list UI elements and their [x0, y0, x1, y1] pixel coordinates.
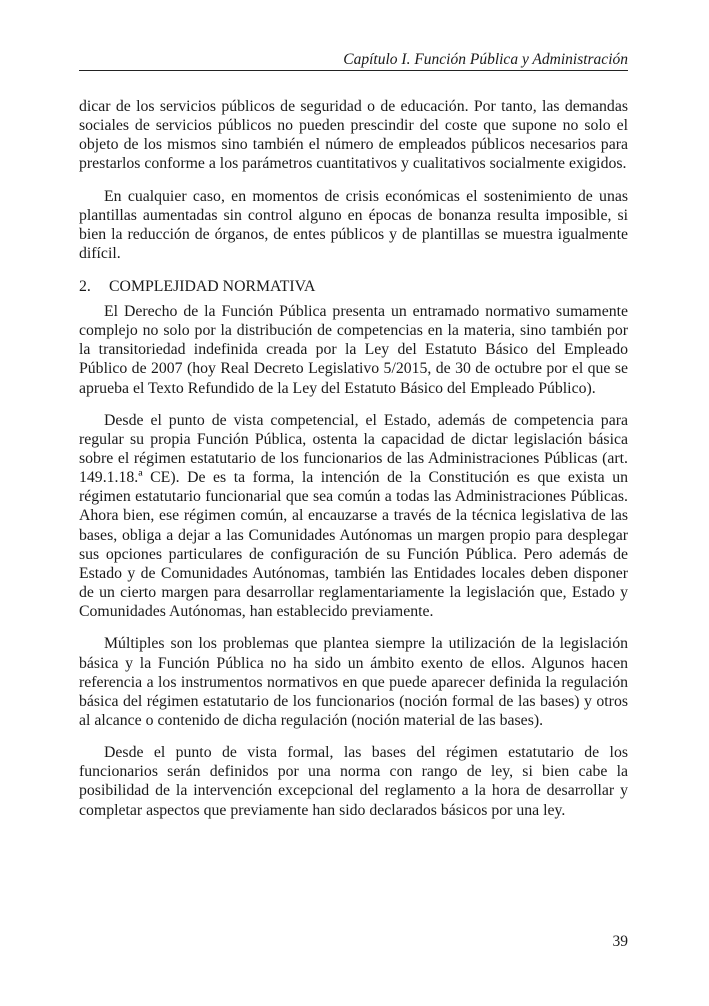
- paragraph-continuation: dicar de los servicios públicos de seguridad o de educación. Por tanto, las demandas sociales de servicios públicos no pueden prescindir del coste que supone no solo el objeto de los mismos sino también el número de empleados públicos necesarios para prestarlos conforme a los parámetros cuantitativos y cualitativos socialmente exigidos.: [79, 98, 628, 173]
- section-number: 2.: [79, 277, 91, 295]
- running-header: Capítulo I. Función Pública y Administración: [343, 51, 628, 68]
- section-title: COMPLEJIDAD NORMATIVA: [109, 277, 316, 295]
- section-heading: [79, 277, 628, 296]
- paragraph-crisis: En cualquier caso, en momentos de crisis económicas el sostenimiento de unas plantillas aumentadas sin control alguno en épocas de bonanza resulta imposible, si bien la reducción de órganos, de entes públicos y de plantillas se muestra igualmente difícil.: [79, 187, 628, 263]
- header-rule: [79, 70, 628, 71]
- body-text: [79, 97, 628, 833]
- paragraph-derecho: El Derecho de la Función Pública presenta un entramado normativo sumamente complejo no solo por la distribución de competencias en la materia, sino también por la transitoriedad indefinida creada por la Ley del Estatuto Básico del Empleado Público de 2007 (hoy Real Decreto Legislativo 5/2015, de 30 de octubre por el que se aprueba el Texto Refundido de la Ley del Estatuto Básico del Empleado Público).: [79, 303, 628, 397]
- paragraph-problemas: Múltiples son los problemas que plantea siempre la utilización de la legislación básica y la Función Pública no ha sido un ámbito exento de ellos. Algunos hacen referencia a los instrumentos normativos en que puede aparecer definida la regulación básica del régimen estatutario de los funcionarios (noción formal de las bases) y otros al alcance o contenido de dicha regulación (noción material de las bases).: [79, 635, 628, 729]
- page-number: 39: [612, 933, 628, 950]
- document-page: [79, 0, 628, 1006]
- paragraph-formal: Desde el punto de vista formal, las bases del régimen estatutario de los funcionarios serán definidos por una norma con rango de ley, si bien cabe la posibilidad de la intervención excepcional del reglamento a la hora de desarrollar y completar aspectos que previamente han sido declarados básicos por una ley.: [79, 744, 628, 819]
- paragraph-competencial: Desde el punto de vista competencial, el Estado, además de competencia para regular su propia Función Pública, ostenta la capacidad de dictar legislación básica sobre el régimen estatutario de los funcionarios de las Administraciones Públicas (art. 149.1.18.ª CE). De es ta forma, la intención de la Constitución es que exista un régimen estatutario funcionarial que sea común a todas las Administraciones Públicas. Ahora bien, ese régimen común, al encauzarse a través de la técnica legislativa de las bases, obliga a dejar a las Comunidades Autónomas un margen propio para desplegar sus opciones particulares de configuración de su Función Pública. Pero además de Estado y de Comunidades Autónomas, también las Entidades locales deben disponer de un cierto margen para desarrollar reglamentariamente la legislación que, Estado y Comunidades Autónomas, han establecido previamente.: [79, 411, 628, 620]
